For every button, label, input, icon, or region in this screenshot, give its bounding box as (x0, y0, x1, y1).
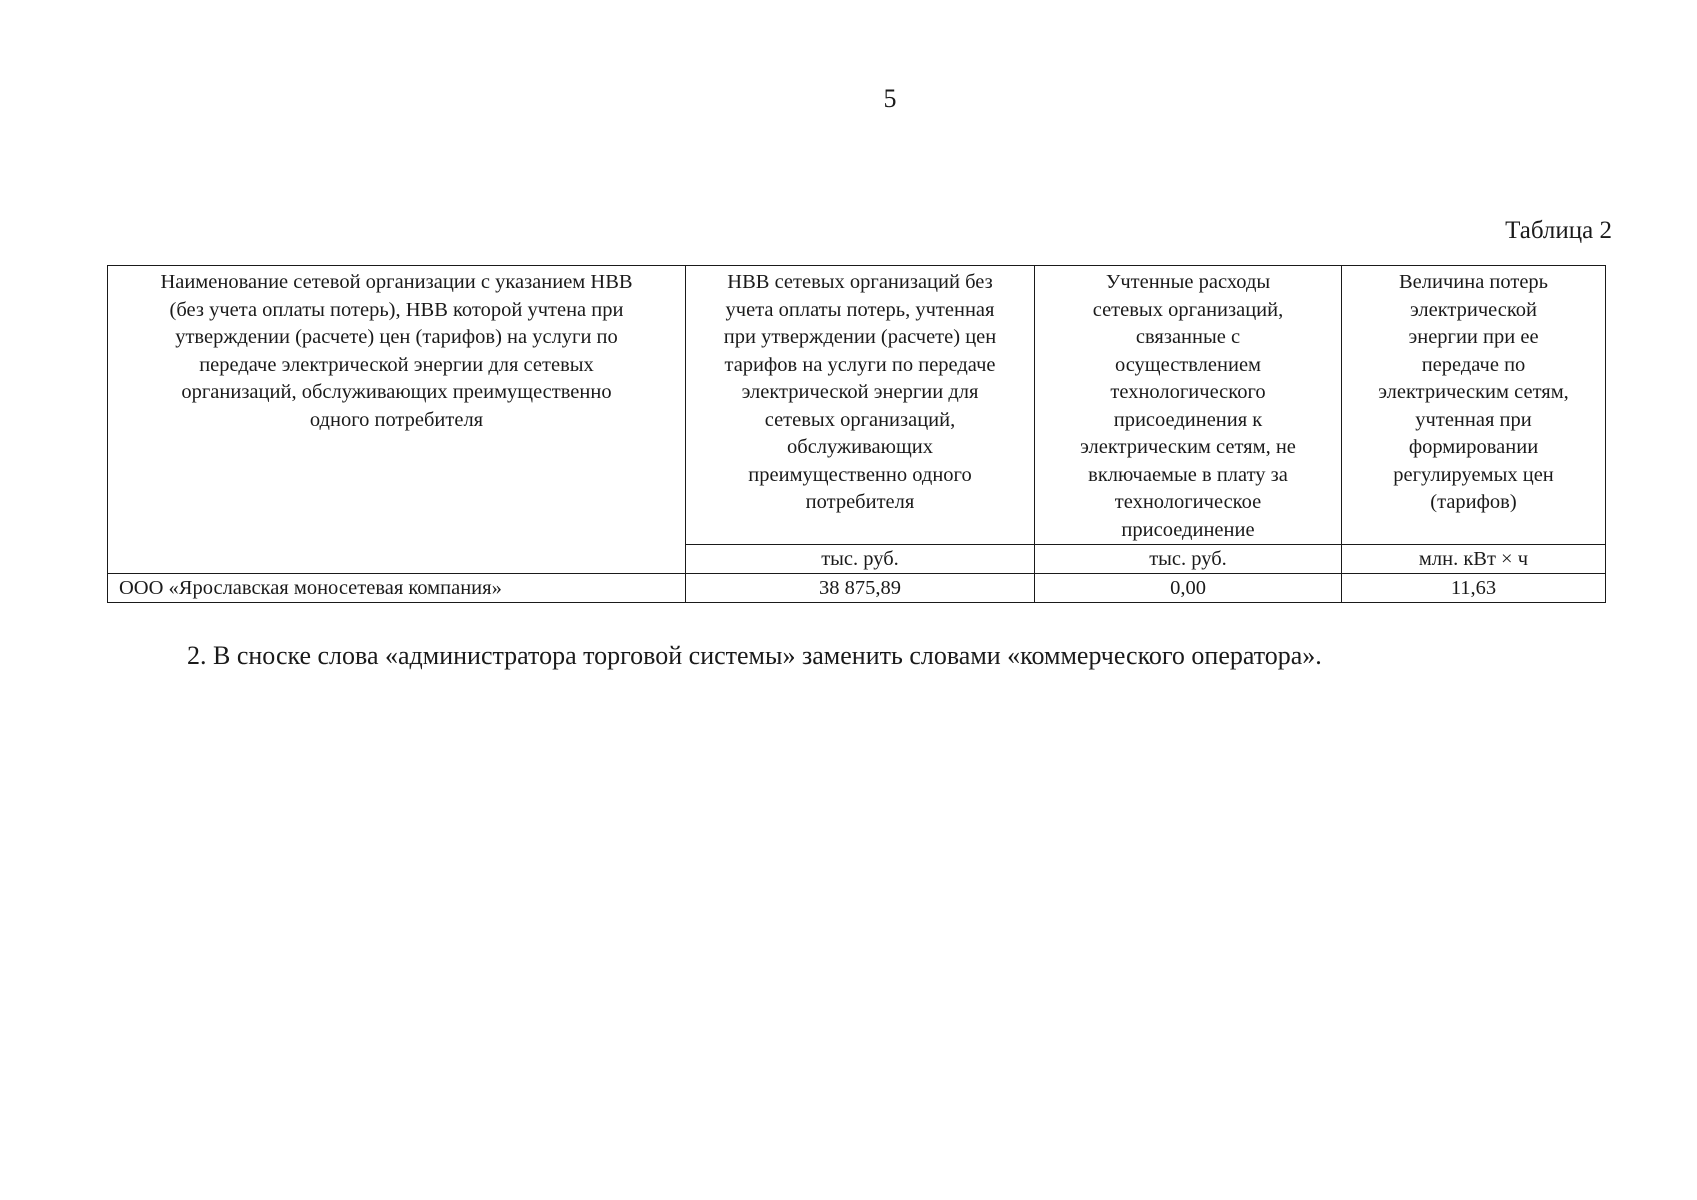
header-tech-connection-text: Учтенные расходы сетевых организаций, связанные с осуществлением технологического присоединения к электрическим сетям, не включаемые в плату за технологическое присоединение (1080, 271, 1296, 541)
header-tech-connection (1035, 266, 1342, 545)
cell-organization: ООО «Ярославская моносетевая компания» (108, 574, 686, 603)
amendment-paragraph: 2. В сноске слова «администратора торговой системы» заменить словами «коммерческого оператора». (187, 641, 1322, 670)
header-losses-text: Величина потерь электрической энергии при ее передаче по электрическим сетям, учтенная при формировании регулируемых цен (тарифов) (1378, 271, 1569, 513)
page-number: 5 (883, 84, 897, 113)
header-nvv (686, 266, 1035, 545)
unit-nvv: тыс. руб. (686, 545, 1035, 574)
table-caption: Таблица 2 (1505, 217, 1612, 244)
tariff-table (107, 265, 1606, 603)
header-nvv-text: НВВ сетевых организаций без учета оплаты потерь, учтенная при утверждении (расчете) цен тарифов на услуги по передаче электрической энергии для сетевых организаций, обслуживающих преимущественно одного потребителя (723, 271, 997, 513)
header-organization-text: Наименование сетевой организации с указанием НВВ (без учета оплаты потерь), НВВ которой учтена при утверждении (расчете) цен (тарифов) на услуги по передаче электрической энергии для сетевых организаций, обслуживающих преимущественно одного потребителя (160, 271, 633, 431)
cell-nvv: 38 875,89 (686, 574, 1035, 603)
header-organization (108, 266, 686, 574)
unit-losses: млн. кВт × ч (1342, 545, 1606, 574)
cell-tech-connection: 0,00 (1035, 574, 1342, 603)
table-row (108, 574, 1606, 603)
table-header-row (108, 266, 1606, 545)
cell-losses: 11,63 (1342, 574, 1606, 603)
header-losses (1342, 266, 1606, 545)
unit-tech-connection: тыс. руб. (1035, 545, 1342, 574)
